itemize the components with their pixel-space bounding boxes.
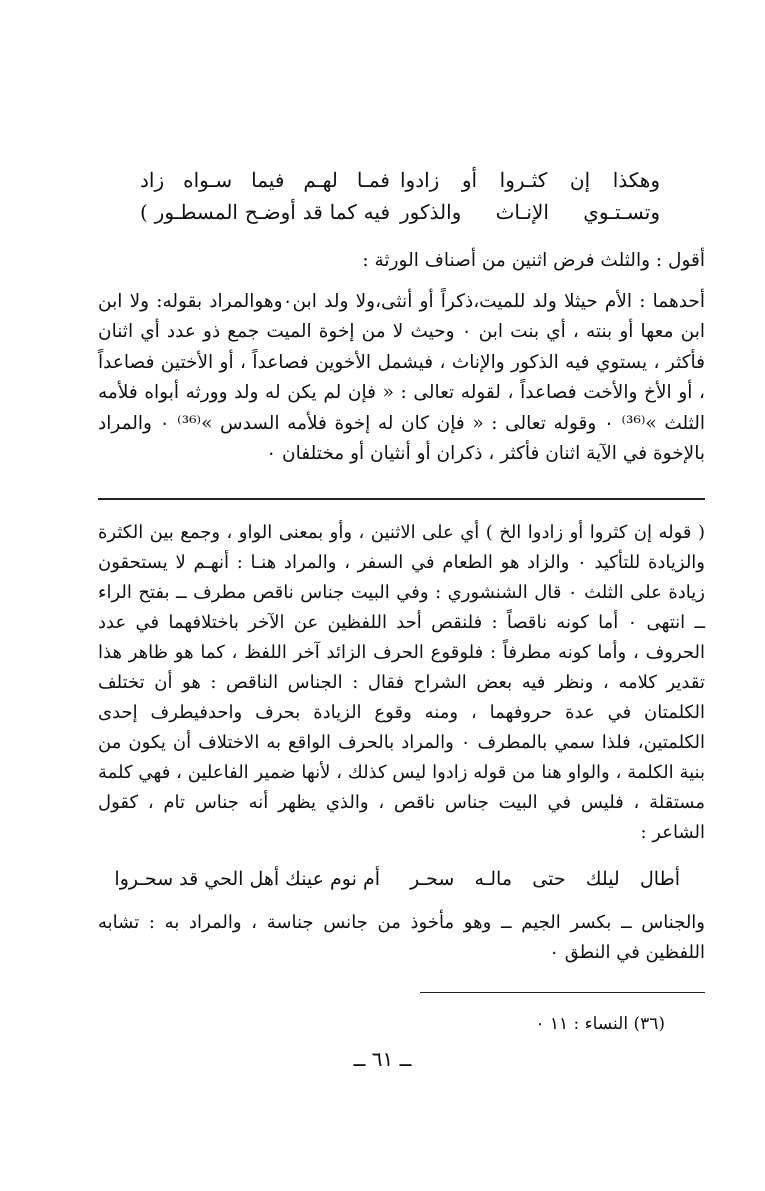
poem-second-hemistich: فيه كما قد أوضـح المسطـور ) <box>140 200 390 224</box>
commentary-closing-paragraph: والجناس ــ بكسر الجيم ــ وهو مأخوذ من جانس جناسة ، والمراد به : تشابه اللفظين في النطق ٠ <box>98 912 705 963</box>
main-paragraph: أحدهما : الأم حيثلا ولد للميت،ذكراً أو أنثى،ولا ولد ابن٠وهوالمراد بقوله: ولا ابن ابن معها أو بنته ، أي بنت ابن ٠ وحيث لا من إخوة الميت جمع ذو عدد أي اثنان فأكثر ، يستوي فيه الذكور والإناث ، فيشمل الأخوين فصاعداً ، أو الأختين فصاعداً ، أو الأخ والأخت فصاعداً ، لقوله تعالى : « فإن لم يكن له ولد وورثه أبواه فلأمه الثلث »⁽³⁶⁾ ٠ وقوله تعالى : « فإن كان له إخوة فلأمه السدس »⁽³⁶⁾ ٠ والمراد بالإخوة في الآية اثنان فأكثر ، ذكران أو أنثيان أو مختلفان ٠ <box>98 290 706 464</box>
page-number: ــ ٦١ ــ <box>353 1047 412 1071</box>
footnote-divider <box>420 992 705 993</box>
verse-first-hemistich: أطال ليلك حتى مالـه سحـر <box>410 868 680 890</box>
poem-line <box>140 168 660 198</box>
commentary-text <box>98 518 705 848</box>
main-text <box>98 246 705 470</box>
intro-line: أقول : والثلث فرض اثنين من أصناف الورثة : <box>362 250 705 271</box>
poem-first-hemistich: وهكذا إن كثـروا أو زادوا <box>400 168 660 192</box>
poem-first-hemistich: وتسـتـوي الإنـاث والذكور <box>400 200 660 224</box>
verse-second-hemistich: أم نوم عينك أهل الحي قد سحـروا <box>114 868 380 890</box>
footnote: (٣٦) النساء : ١١ ٠ <box>535 1014 665 1034</box>
commentary-closing <box>98 908 705 968</box>
commentary-paragraph: ( قوله إن كثروا أو زادوا الخ ) أي على الاثنين ، وأو بمعنى الواو ، وجمع بين الكثرة والزيادة للتأكيد ٠ والزاد هو الطعام في السفر ، والمراد هنـا : أنهـم لا يستحقون زيادة على الثلث ٠ قال الشنشوري : وفي البيت جناس ناقص مطرف ــ بفتح الراء ــ انتهى ٠ أما كونه ناقصاً : فلنقص أحد اللفظين عن الآخر باختلافهما في عدد الحروف ، وأما كونه مطرفاً : فلوقوع الحرف الزائد آخر اللفظ ، كما هو ظاهر هذا تقدير كلامه ، ونظر فيه بعض الشراح فقال : الجناس الناقص : هو أن تختلف الكلمتان في عدة حروفهما ، ومنه وقوع الزيادة بحرف واحدفيطرف إحدى الكلمتين، فلذا سمي بالمطرف ٠ والمراد بالحرف الواقع به الاختلاف أن يكون من بنية الكلمة ، والواو هنا من قوله زادوا ليس كذلك ، لأنها ضمير الفاعلين ، فهي كلمة مستقلة ، فليس في البيت جناس ناقص ، والذي يظهر أنه جناس تام ، كقول الشاعر : <box>98 522 706 843</box>
section-divider <box>98 498 705 500</box>
poem-second-hemistich: فمـا لهـم فيما سـواه زاد <box>140 168 390 192</box>
poem-block <box>140 168 660 230</box>
poem-line <box>140 200 660 230</box>
quoted-verse <box>114 868 680 898</box>
